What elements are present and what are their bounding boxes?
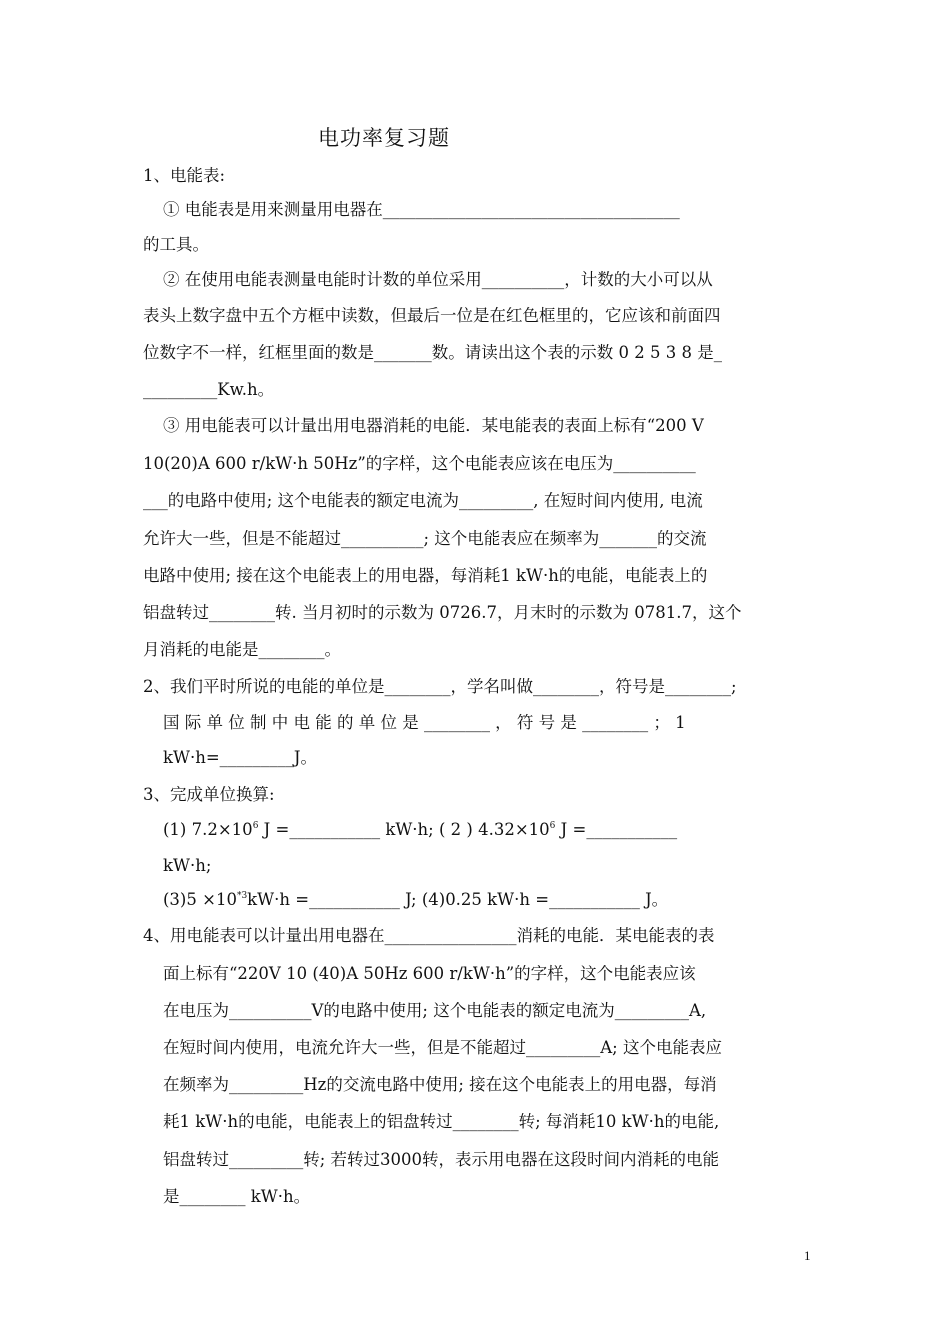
question-1-item-3-line: 铝盘转过________转. 当月初时的示数为 0726.7，月末时的示数为 0781.7，这个 [143, 603, 742, 622]
conversion-2-text: J =___________ kW·h; ( 2 ) 4.32×10 [258, 820, 550, 839]
conversion-3-text: (3)5 ×10 [163, 890, 237, 909]
question-4-line: 在电压为__________V的电路中使用; 这个电能表的额定电流为_________A, [163, 1001, 707, 1020]
question-2-line: kW·h=_________J。 [163, 748, 318, 767]
question-4-line: 在频率为_________Hz的交流电路中使用; 接在这个电能表上的用电器，每消 [163, 1075, 717, 1094]
question-1-item-3-line: 允许大一些，但是不能超过__________; 这个电能表应在频率为_______的交流 [143, 529, 707, 548]
question-1-item-2-line: 位数字不一样，红框里面的数是_______数。请读出这个表的示数 0 2 5 3 8 是_ [143, 343, 722, 362]
question-4-line: 面上标有“220V 10 (40)A 50Hz 600 r/kW·h”的字样，这个电能表应该 [163, 964, 696, 983]
question-1-item-3-line: 10(20)A 600 r/kW·h 50Hz”的字样，这个电能表应该在电压为__________ [143, 454, 696, 473]
question-1-item-1-line: ① 电能表是用来测量用电器在____________________________________ [163, 200, 680, 219]
question-1-item-3-line: ③ 用电能表可以计量出用电器消耗的电能．某电能表的表面上标有“200 V [163, 416, 704, 435]
conversion-1-text: (1) 7.2×10 [163, 820, 253, 839]
question-2-line: 2、我们平时所说的电能的单位是________，学名叫做________，符号是________; [143, 677, 737, 696]
exponent: *3 [236, 891, 248, 901]
question-3-line [163, 818, 677, 842]
conversion-2-blank: J =___________ [555, 820, 678, 839]
question-3-line: kW·h; [163, 856, 212, 875]
question-4-line: 在短时间内使用，电流允许大一些，但是不能超过_________A; 这个电能表应 [163, 1038, 722, 1057]
conversion-3-4-text: kW·h =___________ J; (4)0.25 kW·h =___________ J。 [247, 890, 669, 909]
question-1-item-3-line: 月消耗的电能是________。 [143, 640, 341, 659]
page-title: 电功率复习题 [318, 126, 450, 150]
page-number: 1 [804, 1248, 811, 1263]
question-1-heading: 1、电能表: [143, 166, 226, 185]
question-3-line [163, 888, 668, 912]
question-1-item-2-line: _________Kw.h。 [143, 380, 275, 399]
question-1-item-3-line: 电路中使用; 接在这个电能表上的用电器，每消耗1 kW·h的电能，电能表上的 [143, 566, 708, 585]
question-1-item-3-line: ___的电路中使用; 这个电能表的额定电流为_________, 在短时间内使用, 电流 [143, 491, 703, 510]
question-4-line: 是________ kW·h。 [163, 1187, 311, 1206]
question-1-item-2-line: 表头上数字盘中五个方框中读数，但最后一位是在红色框里的，它应该和前面四 [143, 306, 721, 325]
exponent: 6 [252, 821, 259, 831]
question-2-line: 国 际 单 位 制 中 电 能 的 单 位 是 ________ ， 符 号 是 ________ ； 1 [163, 713, 686, 732]
exponent: 6 [549, 821, 556, 831]
question-3-heading: 3、完成单位换算: [143, 785, 275, 804]
question-1-item-1-line: 的工具。 [143, 235, 209, 254]
question-4-line: 4、用电能表可以计量出用电器在________________消耗的电能．某电能表的表 [143, 926, 715, 945]
question-4-line: 铝盘转过_________转; 若转过3000转，表示用电器在这段时间内消耗的电能 [163, 1150, 720, 1169]
question-4-line: 耗1 kW·h的电能，电能表上的铝盘转过________转; 每消耗10 kW·h的电能, [163, 1112, 720, 1131]
question-1-item-2-line: ② 在使用电能表测量电能时计数的单位采用__________，计数的大小可以从 [163, 270, 713, 289]
